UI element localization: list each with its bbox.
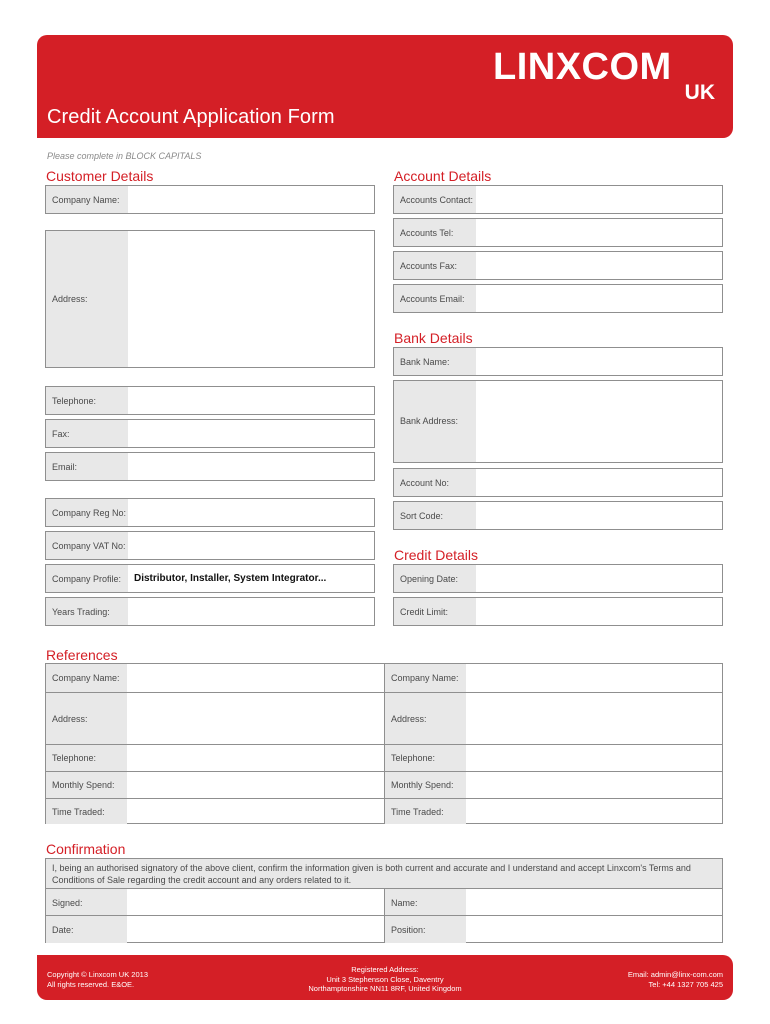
registered-address-line2: Northamptonshire NN11 8RF, United Kingdom: [308, 984, 462, 993]
company-profile-value[interactable]: Distributor, Installer, System Integrator...: [134, 573, 327, 584]
accounts-fax-value[interactable]: [476, 252, 722, 279]
accounts-email-label: Accounts Email:: [394, 285, 476, 312]
date-label: Date:: [46, 916, 127, 943]
company-vat-field[interactable]: [45, 531, 375, 560]
credit-limit-value[interactable]: [476, 598, 722, 625]
credit-limit-label: Credit Limit:: [394, 598, 476, 625]
opening-date-field[interactable]: [393, 564, 723, 593]
copyright-text: Copyright © Linxcom UK 2013: [47, 970, 148, 979]
accounts-tel-label: Accounts Tel:: [394, 219, 476, 246]
ref2-telephone-cell[interactable]: [385, 745, 722, 771]
opening-date-value[interactable]: [476, 565, 722, 592]
ref1-telephone-cell[interactable]: [46, 745, 384, 771]
account-no-label: Account No:: [394, 469, 476, 496]
ref1-address-label: Address:: [46, 693, 127, 744]
footer-banner: [37, 955, 733, 1000]
company-vat-label: Company VAT No:: [46, 532, 128, 559]
fax-value[interactable]: [128, 420, 374, 447]
company-profile-field[interactable]: [45, 564, 375, 593]
address-value[interactable]: [128, 231, 374, 367]
address-field[interactable]: [45, 230, 375, 368]
footer-tel: Tel: +44 1327 705 425: [648, 979, 723, 989]
reference-row-company: [46, 664, 722, 692]
years-trading-field[interactable]: [45, 597, 375, 626]
years-trading-label: Years Trading:: [46, 598, 128, 625]
registered-address-line1: Unit 3 Stephenson Close, Daventry: [326, 974, 444, 984]
fax-field[interactable]: [45, 419, 375, 448]
reference-row-time-traded: [46, 798, 722, 824]
accounts-contact-label: Accounts Contact:: [394, 186, 476, 213]
years-trading-value[interactable]: [128, 598, 374, 625]
sort-code-field[interactable]: [393, 501, 723, 530]
logo-wordmark: LINXCOM: [493, 46, 672, 88]
ref2-monthly-spend-label: Monthly Spend:: [385, 772, 466, 798]
section-references: References: [46, 647, 118, 663]
account-no-value[interactable]: [476, 469, 722, 496]
address-label: Address:: [46, 231, 128, 367]
bank-address-value[interactable]: [476, 381, 722, 462]
ref2-address-cell[interactable]: [385, 693, 722, 744]
accounts-fax-field[interactable]: [393, 251, 723, 280]
accounts-tel-field[interactable]: [393, 218, 723, 247]
footer-email[interactable]: Email: admin@linx-com.com: [627, 970, 723, 979]
registered-address-title: Registered Address:: [351, 965, 419, 974]
sort-code-label: Sort Code:: [394, 502, 476, 529]
confirmation-row-signed: [46, 888, 722, 916]
ref2-monthly-spend-cell[interactable]: [385, 772, 722, 798]
accounts-contact-field[interactable]: [393, 185, 723, 214]
ref2-telephone-label: Telephone:: [385, 745, 466, 771]
bank-name-label: Bank Name:: [394, 348, 476, 375]
page-title: Credit Account Application Form: [47, 106, 335, 128]
ref1-time-traded-cell[interactable]: [46, 799, 384, 824]
company-reg-value[interactable]: [128, 499, 374, 526]
signed-cell[interactable]: [46, 889, 384, 916]
accounts-contact-value[interactable]: [476, 186, 722, 213]
company-reg-label: Company Reg No:: [46, 499, 128, 526]
confirmation-box: [45, 858, 723, 943]
ref1-monthly-spend-cell[interactable]: [46, 772, 384, 798]
rights-text: All rights reserved. E&OE.: [47, 979, 135, 989]
ref1-time-traded-label: Time Traded:: [46, 799, 127, 824]
logo-uk: UK: [684, 81, 715, 104]
reference-row-address: [46, 692, 722, 744]
ref2-company-name-cell[interactable]: [385, 664, 722, 692]
linxcom-logo: [493, 47, 719, 103]
telephone-label: Telephone:: [46, 387, 128, 414]
bank-address-label: Bank Address:: [394, 381, 476, 462]
email-field[interactable]: [45, 452, 375, 481]
ref1-address-cell[interactable]: [46, 693, 384, 744]
footer-contact: [628, 970, 723, 989]
ref1-company-name-label: Company Name:: [46, 664, 127, 692]
date-cell[interactable]: [46, 916, 384, 943]
accounts-email-value[interactable]: [476, 285, 722, 312]
company-name-field[interactable]: [45, 185, 375, 214]
bank-address-field[interactable]: [393, 380, 723, 463]
section-credit-details: Credit Details: [394, 547, 479, 563]
section-account-details: Account Details: [394, 168, 492, 184]
company-vat-value[interactable]: [128, 532, 374, 559]
telephone-field[interactable]: [45, 386, 375, 415]
reference-row-telephone: [46, 744, 722, 771]
fax-label: Fax:: [46, 420, 128, 447]
account-no-field[interactable]: [393, 468, 723, 497]
email-value[interactable]: [128, 453, 374, 480]
accounts-fax-label: Accounts Fax:: [394, 252, 476, 279]
position-cell[interactable]: [385, 916, 722, 943]
instructions-hint: Please complete in BLOCK CAPITALS: [47, 151, 202, 161]
ref1-company-name-cell[interactable]: [46, 664, 384, 692]
name-cell[interactable]: [385, 889, 722, 916]
bank-name-field[interactable]: [393, 347, 723, 376]
name-label: Name:: [385, 889, 466, 916]
section-bank-details: Bank Details: [394, 330, 473, 346]
confirmation-statement: I, being an authorised signatory of the above client, confirm the information given is both current and accurate and I understand and accept Linxcom's Terms and Conditions of Sale regarding the credit account and any orders related to it.: [46, 859, 722, 888]
section-confirmation: Confirmation: [46, 841, 126, 857]
signed-label: Signed:: [46, 889, 127, 916]
sort-code-value[interactable]: [476, 502, 722, 529]
company-name-value[interactable]: [128, 186, 374, 213]
ref2-address-label: Address:: [385, 693, 466, 744]
reference-row-monthly-spend: [46, 771, 722, 798]
company-name-label: Company Name:: [46, 186, 128, 213]
header-banner: [37, 35, 733, 138]
accounts-email-field[interactable]: [393, 284, 723, 313]
telephone-value[interactable]: [128, 387, 374, 414]
opening-date-label: Opening Date:: [394, 565, 476, 592]
credit-limit-field[interactable]: [393, 597, 723, 626]
ref2-time-traded-cell[interactable]: [385, 799, 722, 824]
ref1-telephone-label: Telephone:: [46, 745, 127, 771]
ref2-company-name-label: Company Name:: [385, 664, 466, 692]
company-profile-label: Company Profile:: [46, 565, 128, 592]
accounts-tel-value[interactable]: [476, 219, 722, 246]
references-table: [45, 663, 723, 824]
bank-name-value[interactable]: [476, 348, 722, 375]
section-customer-details: Customer Details: [46, 168, 154, 184]
confirmation-row-date: [46, 915, 722, 943]
position-label: Position:: [385, 916, 466, 943]
ref2-time-traded-label: Time Traded:: [385, 799, 466, 824]
company-reg-field[interactable]: [45, 498, 375, 527]
ref1-monthly-spend-label: Monthly Spend:: [46, 772, 127, 798]
email-label: Email:: [46, 453, 128, 480]
